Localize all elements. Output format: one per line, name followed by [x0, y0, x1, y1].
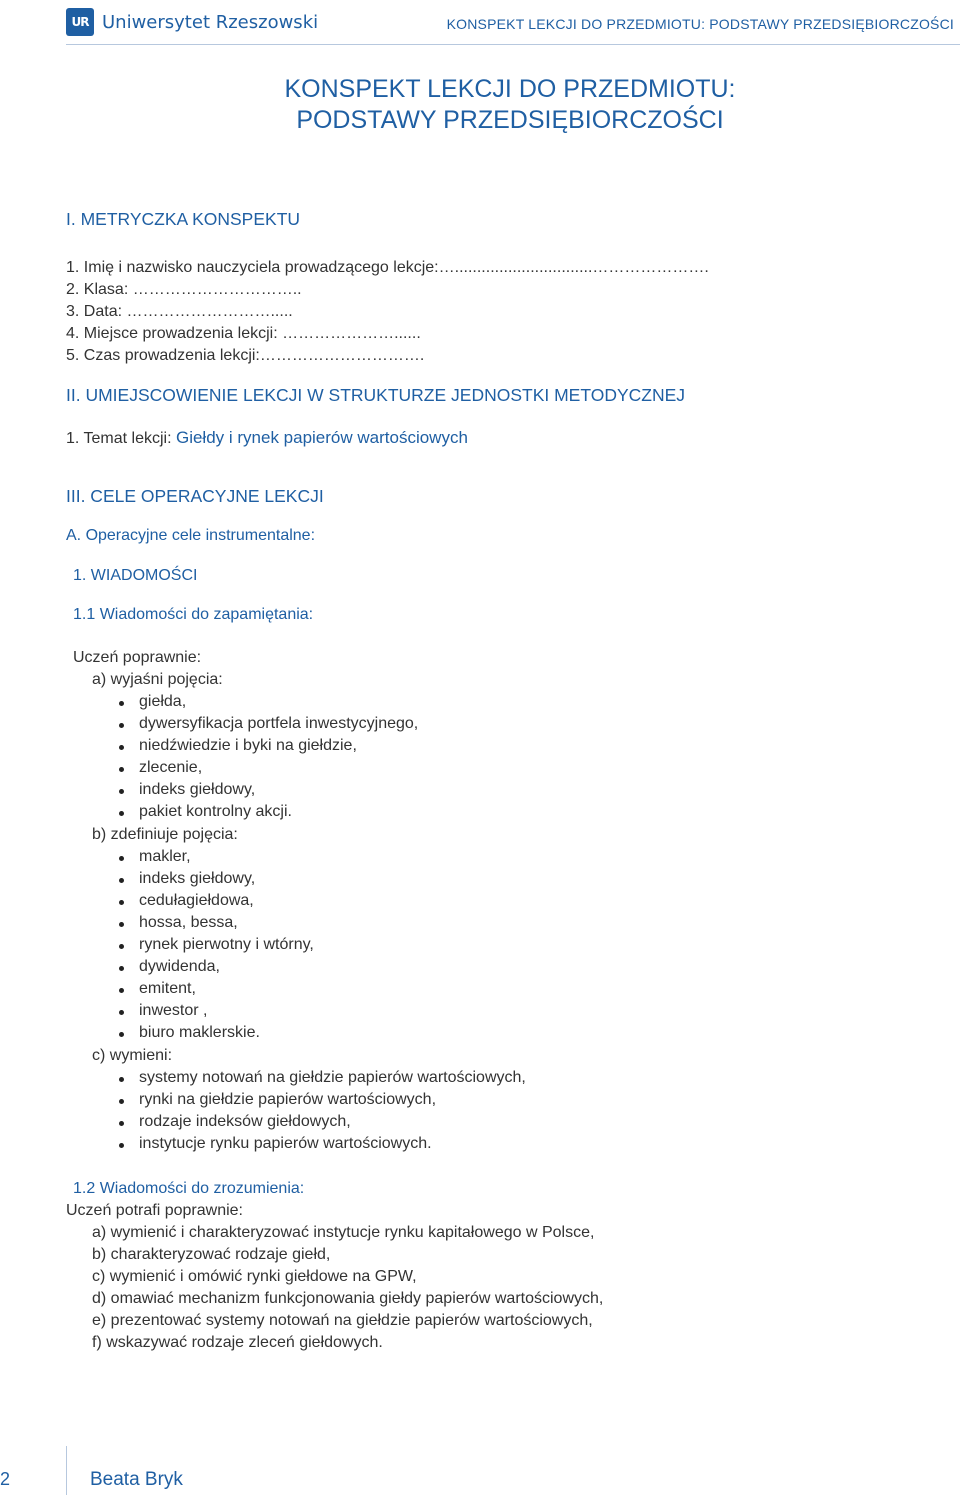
understanding-item: f) wskazywać rodzaje zleceń giełdowych. — [92, 1334, 383, 1351]
understanding-item: b) charakteryzować rodzaje giełd, — [92, 1246, 331, 1263]
metadata-item: 5. Czas prowadzenia lekcji:…………………………. — [66, 347, 425, 364]
list-item: dywidenda, — [139, 958, 220, 975]
list-item: systemy notowań na giełdzie papierów wartościowych, — [139, 1069, 526, 1086]
understanding-item: c) wymienić i omówić rynki giełdowe na GPW, — [92, 1268, 417, 1285]
list-item: niedźwiedzie i byki na giełdzie, — [139, 737, 357, 754]
list-a-label: a) wyjaśni pojęcia: — [92, 671, 223, 688]
list-item: dywersyfikacja portfela inwestycyjnego, — [139, 715, 419, 732]
section-heading-2: II. UMIEJSCOWIENIE LEKCJI W STRUKTURZE JEDNOSTKI METODYCZNEJ — [66, 385, 686, 405]
list-item: cedułagiełdowa, — [139, 892, 254, 909]
lesson-topic — [66, 428, 468, 448]
list-item: rynki na giełdzie papierów wartościowych, — [139, 1091, 437, 1108]
list-item: giełda, — [139, 693, 187, 710]
list-item: rodzaje indeksów giełdowych, — [139, 1113, 351, 1130]
document-title-line2: PODSTAWY PRZEDSIĘBIORCZOŚCI — [296, 106, 724, 134]
page-number: 2 — [0, 1469, 11, 1489]
subsection-1-1: 1.1 Wiadomości do zapamiętania: — [73, 606, 314, 623]
subsection-a: A. Operacyjne cele instrumentalne: — [66, 527, 316, 544]
author-name: Beata Bryk — [90, 1469, 183, 1490]
metadata-item: 1. Imię i nazwisko nauczyciela prowadzącego lekcje:…...............................…………………. — [66, 259, 709, 276]
section-heading-3: III. CELE OPERACYJNE LEKCJI — [66, 486, 324, 506]
list-item: rynek pierwotny i wtórny, — [139, 936, 314, 953]
list-item: indeks giełdowy, — [139, 870, 256, 887]
list-item: makler, — [139, 848, 191, 865]
topic-value: Giełdy i rynek papierów wartościowych — [175, 428, 468, 447]
metadata-item: 4. Miejsce prowadzenia lekcji: …………………...... — [66, 325, 421, 342]
metadata-item: 3. Data: ………………………..... — [66, 303, 293, 320]
understanding-item: e) prezentować systemy notowań na giełdzie papierów wartościowych, — [92, 1312, 593, 1329]
list-item: zlecenie, — [139, 759, 203, 776]
list-item: inwestor , — [139, 1002, 208, 1019]
running-title: KONSPEKT LEKCJI DO PRZEDMIOTU: PODSTAWY PRZEDSIĘBIORCZOŚCI — [446, 16, 954, 32]
logo-text: Uniwersytet Rzeszowski — [102, 11, 319, 33]
student-intro-2: Uczeń potrafi poprawnie: — [66, 1202, 243, 1219]
section-heading-1: I. METRYCZKA KONSPEKTU — [66, 209, 301, 229]
topic-label: 1. Temat lekcji: — [66, 430, 176, 447]
logo-mark: UR — [66, 8, 94, 36]
footer-divider — [66, 1446, 67, 1495]
list-item: indeks giełdowy, — [139, 781, 256, 798]
understanding-item: d) omawiać mechanizm funkcjonowania giełdy papierów wartościowych, — [92, 1290, 604, 1307]
list-item: instytucje rynku papierów wartościowych. — [139, 1135, 432, 1152]
student-intro: Uczeń poprawnie: — [73, 649, 202, 666]
list-c-label: c) wymieni: — [92, 1047, 173, 1064]
understanding-item: a) wymienić i charakteryzować instytucje rynku kapitałowego w Polsce, — [92, 1224, 595, 1241]
list-item: biuro maklerskie. — [139, 1024, 260, 1041]
university-logo — [66, 8, 318, 36]
list-item: pakiet kontrolny akcji. — [139, 803, 292, 820]
document-title-line1: KONSPEKT LEKCJI DO PRZEDMIOTU: — [284, 75, 736, 103]
header-divider — [66, 44, 960, 45]
list-item: emitent, — [139, 980, 196, 997]
list-item: hossa, bessa, — [139, 914, 238, 931]
list-b-label: b) zdefiniuje pojęcia: — [92, 826, 238, 843]
subsection-knowledge: 1. WIADOMOŚCI — [73, 567, 198, 584]
subsection-1-2: 1.2 Wiadomości do zrozumienia: — [73, 1180, 305, 1197]
metadata-item: 2. Klasa: ………………………….. — [66, 281, 302, 298]
